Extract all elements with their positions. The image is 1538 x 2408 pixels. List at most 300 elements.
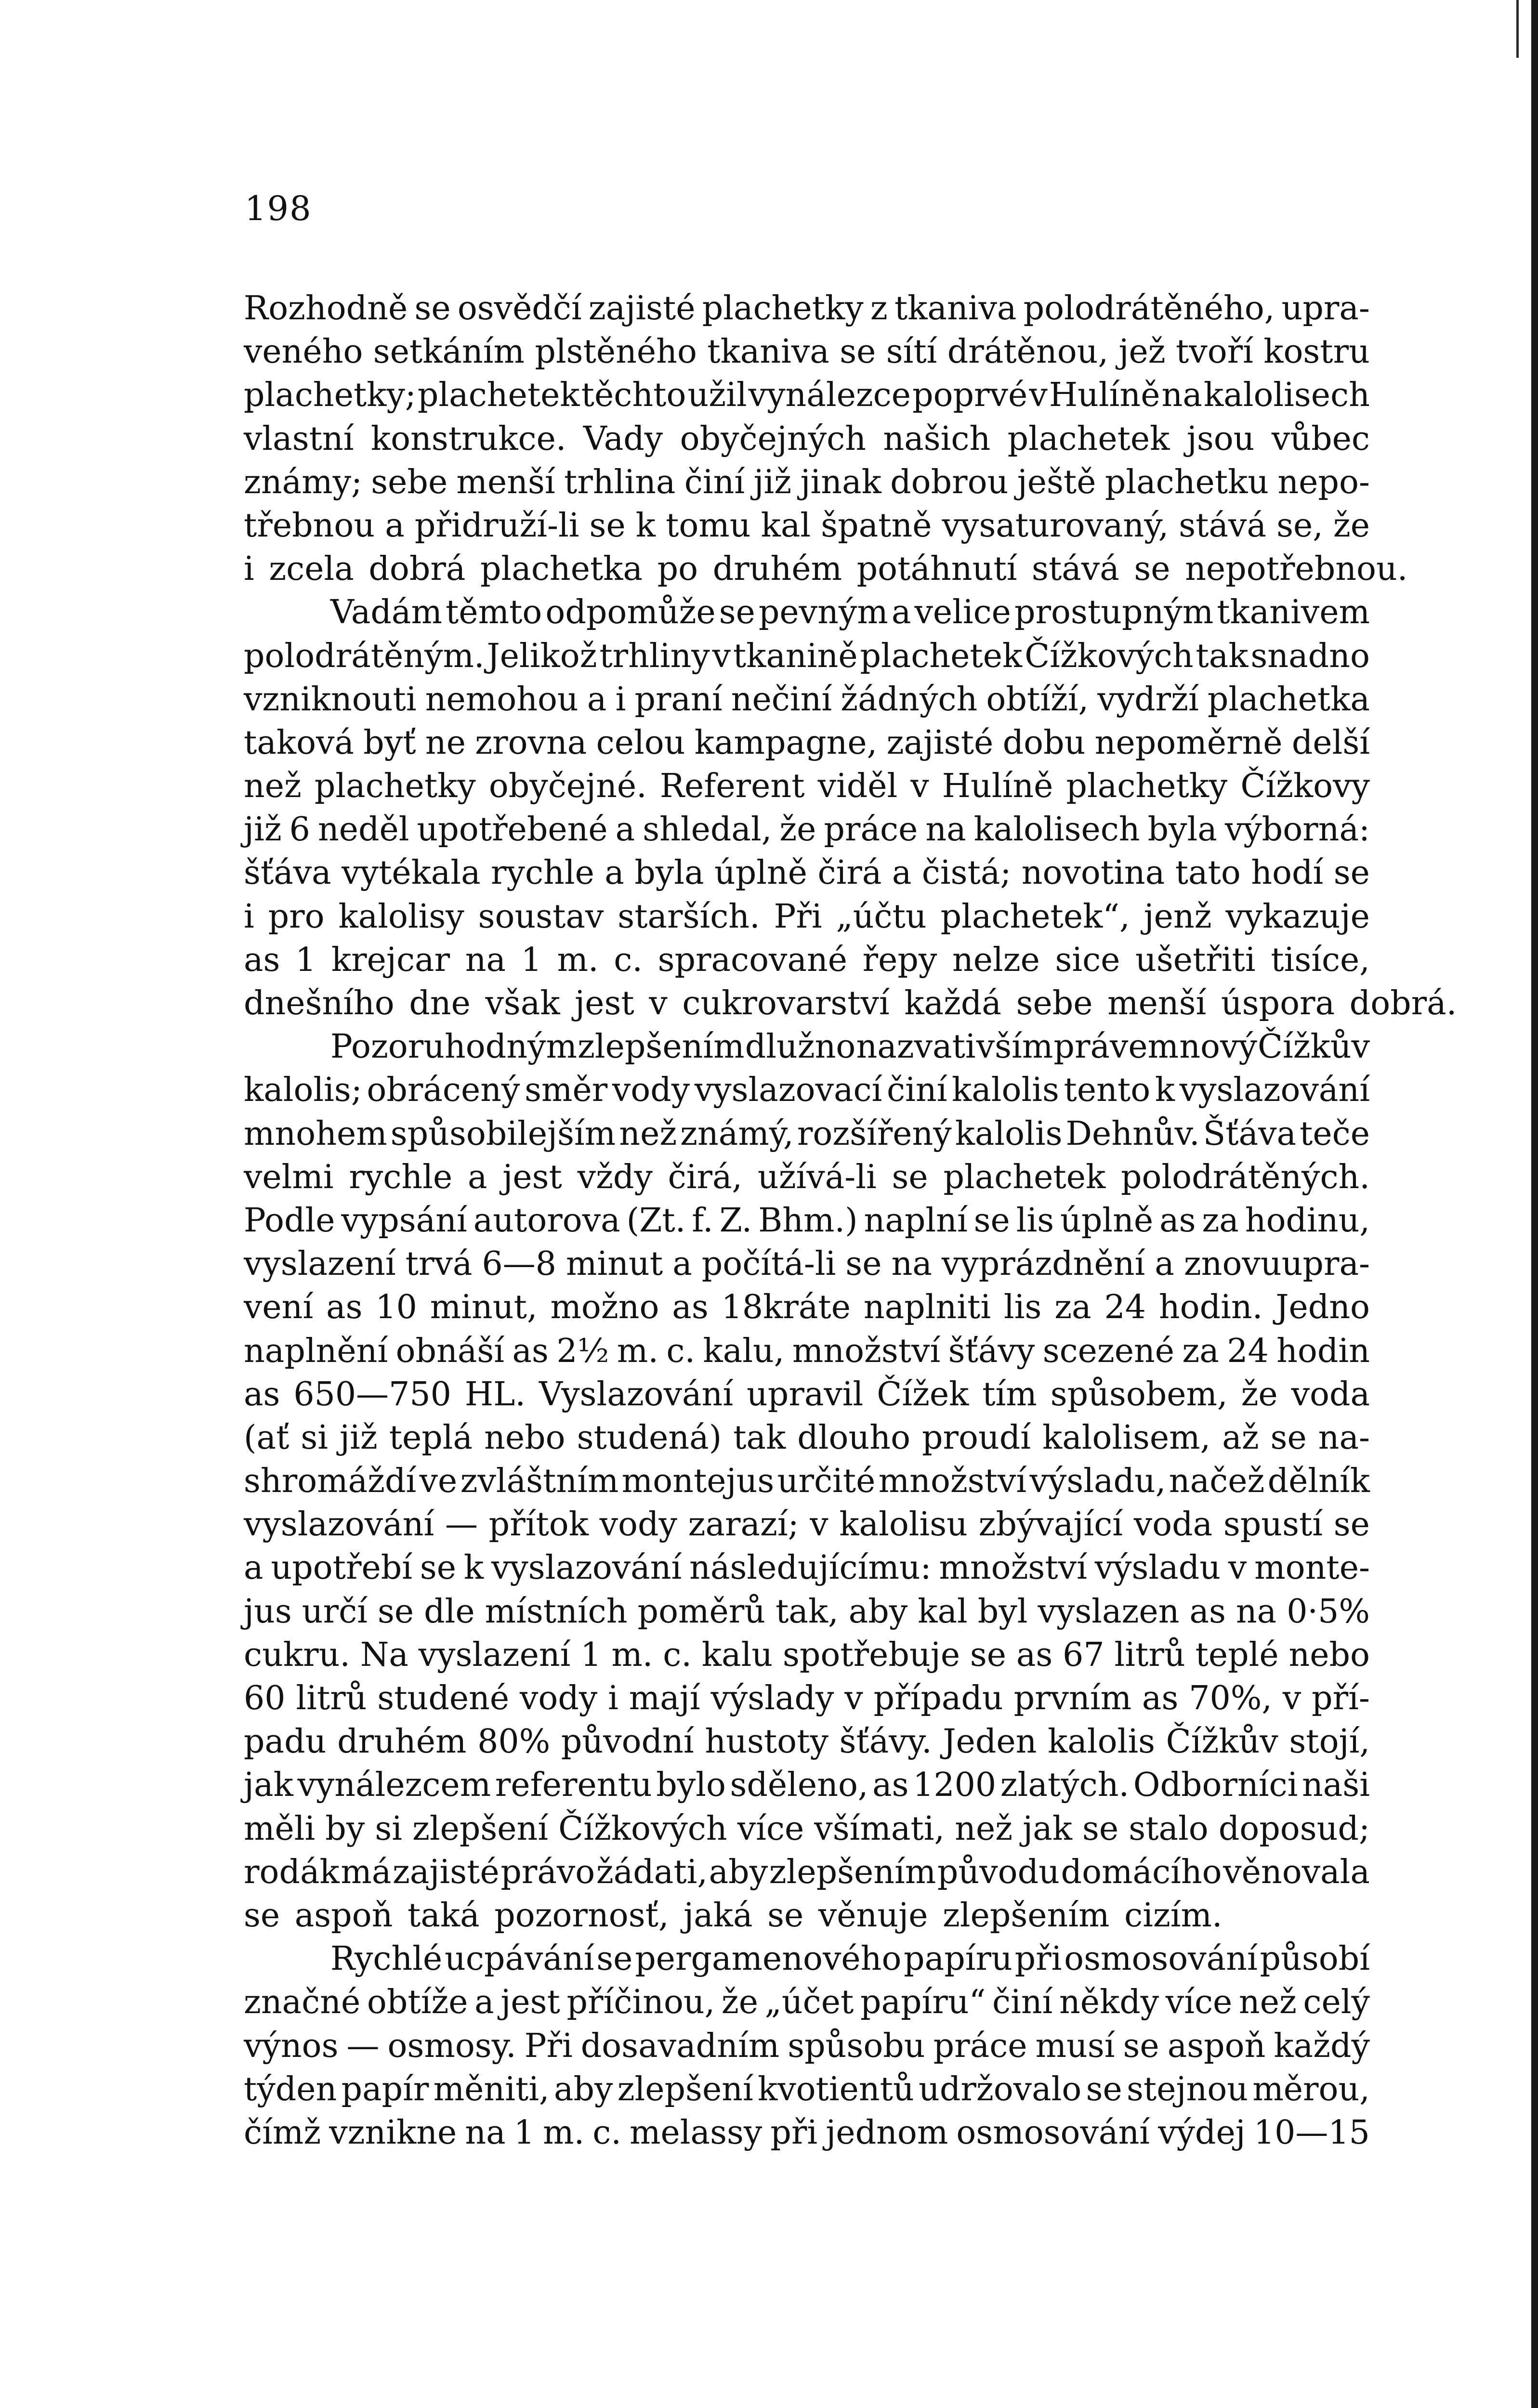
word: se	[596, 1940, 633, 1978]
word: Vadám	[330, 593, 442, 632]
word: užil	[687, 376, 747, 415]
word: ještě	[1017, 463, 1096, 501]
word: Podle	[244, 1201, 335, 1240]
word: na	[1161, 376, 1202, 415]
word: shledal,	[643, 811, 772, 849]
word: jenž	[1144, 897, 1212, 936]
word: vody	[612, 1071, 690, 1110]
word: kal	[918, 1592, 968, 1631]
word: prostupným	[1014, 593, 1214, 632]
word: úspora	[1221, 984, 1335, 1022]
word: spustí	[1223, 1505, 1323, 1544]
word: aby	[848, 1592, 908, 1631]
text-line	[244, 982, 1457, 1025]
word: se	[719, 593, 755, 632]
word: dle	[424, 1592, 475, 1631]
word: k	[1155, 1071, 1175, 1110]
word: přidruží-li	[414, 506, 579, 545]
word: krejcar	[331, 941, 450, 979]
word: lis	[1016, 1201, 1054, 1240]
word: tak	[733, 1418, 786, 1457]
word: jež	[1118, 333, 1166, 371]
word: byla	[1147, 811, 1217, 849]
word: více	[737, 1809, 804, 1848]
word: 1	[580, 1636, 602, 1674]
word: polodrátěného,	[1023, 289, 1275, 327]
word: jest	[575, 984, 634, 1022]
word: shromáždí	[244, 1462, 417, 1501]
word: cizím.	[1124, 1896, 1223, 1935]
word: a	[672, 1245, 692, 1283]
word: se	[589, 506, 626, 545]
word: upotřebené	[417, 811, 608, 849]
word: menší	[1107, 984, 1207, 1022]
word: kostru	[1263, 333, 1370, 371]
word: starších.	[618, 897, 760, 936]
word: c.	[592, 2113, 621, 2152]
word: dosavadním	[580, 2027, 780, 2065]
word: a	[587, 680, 607, 719]
word: spůsobilejším	[390, 1114, 616, 1153]
word: se	[973, 1201, 1010, 1240]
word: se	[377, 1592, 414, 1631]
word: výdej	[1158, 2113, 1246, 2152]
word: třebnou	[244, 506, 375, 545]
word: litrů	[296, 1679, 367, 1717]
word: vším	[976, 1028, 1053, 1066]
word: Rychlé	[330, 1940, 443, 1978]
word: snadno	[1250, 637, 1370, 675]
word: spotřebuje	[782, 1636, 960, 1674]
word: zlepšení	[412, 1809, 549, 1848]
word: se	[420, 1549, 457, 1587]
word: as	[1142, 1679, 1179, 1717]
word: vzniknouti	[244, 680, 417, 719]
word: a	[385, 506, 405, 545]
word: viděl	[817, 767, 898, 806]
word: rozšířený	[797, 1114, 952, 1153]
word: i	[608, 1679, 618, 1717]
text-line	[244, 330, 1370, 374]
word: studená)	[577, 1418, 722, 1457]
word: jak	[244, 1766, 293, 1805]
word: referentu	[495, 1766, 652, 1805]
word: na	[1236, 1592, 1277, 1631]
word: čistá;	[921, 854, 1012, 892]
word: Dehnův.	[1065, 1114, 1200, 1153]
word: tak,	[776, 1592, 839, 1631]
word: celou	[596, 723, 685, 762]
word: naplniti	[863, 1288, 991, 1327]
word: as	[244, 1375, 280, 1413]
text-line	[244, 591, 1370, 634]
word: f.	[692, 1201, 713, 1240]
word: užívá-li	[757, 1158, 877, 1196]
word: ucpávání	[445, 1940, 594, 1978]
word: 24	[1104, 1288, 1146, 1327]
word: jsou	[1186, 419, 1255, 458]
word: věnuje	[818, 1896, 928, 1935]
word: zrovna	[475, 723, 587, 762]
word: měrou,	[1252, 2070, 1370, 2108]
word: tato	[1175, 854, 1241, 892]
word: velice	[914, 593, 1011, 632]
word: „účet	[764, 1983, 854, 2022]
word: c.	[666, 1332, 696, 1370]
word: Při	[524, 2027, 573, 2065]
word: se	[1082, 1809, 1119, 1848]
word: 6—8	[482, 1245, 556, 1283]
word: že	[1241, 1375, 1278, 1413]
word: zcela	[269, 550, 354, 589]
word: množství	[878, 1462, 1027, 1501]
word: Jeden	[943, 1723, 1037, 1761]
word: než	[244, 767, 302, 806]
word: ne	[425, 723, 466, 762]
word: tvoří	[1175, 333, 1253, 371]
word: 10—15	[1253, 2113, 1370, 2152]
word: se	[845, 1245, 882, 1283]
word: minut,	[430, 1288, 538, 1327]
word: spůsobem,	[1050, 1375, 1228, 1413]
word: hodí	[1251, 854, 1324, 892]
word: upotřebí	[271, 1549, 413, 1587]
word: práce	[824, 811, 918, 849]
word: bylo	[656, 1766, 726, 1805]
word: vynálezce	[748, 376, 911, 415]
word: na	[465, 941, 506, 979]
word: každý	[1274, 2027, 1370, 2065]
word: aspoň	[1167, 2027, 1266, 2065]
word: rychle	[491, 854, 594, 892]
word: na	[465, 2113, 506, 2152]
text-line	[244, 765, 1370, 808]
word: osmosování	[1064, 1940, 1258, 1978]
word: stojí,	[1289, 1723, 1370, 1761]
word: původu	[937, 1853, 1060, 1891]
word: byl	[977, 1592, 1028, 1631]
word: kalolisy	[338, 897, 464, 936]
scan-edge-mark	[1516, 0, 1519, 58]
word: trhliny	[599, 637, 710, 675]
word: vody	[599, 1505, 677, 1544]
word: měniti,	[433, 2070, 550, 2108]
text-line	[244, 1243, 1370, 1286]
text-line	[244, 1069, 1370, 1112]
word: výslady	[710, 1679, 834, 1717]
word: veného	[244, 333, 363, 371]
word: dobu	[1002, 723, 1086, 762]
word: vyslazení	[244, 1245, 396, 1283]
word: až	[1222, 1418, 1259, 1457]
word: kampagne,	[694, 723, 878, 762]
word: spůsobu	[788, 2027, 925, 2065]
word: Vady	[583, 419, 663, 458]
text-line	[244, 1025, 1370, 1069]
word: právem	[1053, 1028, 1179, 1066]
text-line	[244, 1720, 1370, 1764]
word: i	[244, 897, 254, 936]
word: 60	[244, 1679, 286, 1717]
word: kalolisech	[973, 811, 1140, 849]
word: jus	[244, 1592, 292, 1631]
word: vyslazení	[418, 1636, 571, 1674]
text-line	[244, 418, 1370, 461]
word: jaká	[684, 1896, 753, 1935]
word: plachetka	[480, 550, 643, 589]
word: kalolisech	[1203, 376, 1370, 415]
word: Čížkův	[1257, 1028, 1370, 1066]
word: vyprázdnění	[941, 1245, 1145, 1283]
word: mnohem	[244, 1114, 387, 1153]
word: a	[892, 854, 912, 892]
word: osmosování	[956, 2113, 1150, 2152]
word: jest	[500, 1983, 560, 2022]
word: teplá	[389, 1418, 473, 1457]
text-line	[244, 1937, 1370, 1981]
word: sice	[1055, 941, 1120, 979]
word: 650—750	[293, 1375, 451, 1413]
text-line	[244, 2025, 1370, 2068]
word: vytékala	[342, 854, 481, 892]
word: kvotientů	[758, 2070, 914, 2108]
word: a	[1155, 1245, 1174, 1283]
text-line	[244, 1764, 1370, 1807]
word: se	[1270, 1418, 1307, 1457]
word: čirá	[817, 854, 882, 892]
word: stalo	[1129, 1809, 1209, 1848]
word: znovuupra-	[1183, 1245, 1370, 1283]
word: nečiní	[731, 680, 832, 719]
word: domácího	[1061, 1853, 1222, 1891]
word: již	[753, 463, 792, 501]
word: spracované	[657, 941, 848, 979]
word: dnešního	[244, 984, 394, 1022]
word: že	[721, 1983, 758, 2022]
word: nelze	[952, 941, 1040, 979]
text-line	[244, 1156, 1370, 1199]
word: kalu,	[703, 1332, 785, 1370]
word: obtíží,	[986, 680, 1089, 719]
word: plachetka	[1207, 680, 1370, 719]
text-line	[244, 1373, 1370, 1416]
word: dobrou	[890, 463, 1009, 501]
word: odpomůže	[545, 593, 716, 632]
word: tkaniva	[894, 289, 1017, 327]
word: konstrukce.	[370, 419, 566, 458]
word: doposud;	[1218, 1809, 1370, 1848]
word: na-	[1318, 1418, 1370, 1457]
word: místních	[485, 1592, 628, 1631]
word: činí	[992, 1983, 1053, 2022]
word: plachetky	[702, 289, 864, 327]
word: rodák	[244, 1853, 340, 1891]
word: 0·5%	[1287, 1592, 1370, 1631]
word: Na	[360, 1636, 408, 1674]
word: as	[1159, 1201, 1196, 1240]
word: tisíce,	[1271, 941, 1370, 979]
word: prvním	[1013, 1679, 1132, 1717]
word: dělník	[1267, 1462, 1370, 1501]
word: taká	[408, 1896, 480, 1935]
text-line	[244, 1634, 1370, 1677]
word: novotina	[1021, 854, 1165, 892]
word: kalolis	[952, 1071, 1059, 1110]
word: pevným	[758, 593, 888, 632]
word: šťávy.	[839, 1723, 932, 1761]
word: následujícímu:	[689, 1549, 932, 1587]
word: při	[770, 2113, 818, 2152]
word: šťávy	[948, 1332, 1035, 1370]
word: se	[970, 1636, 1007, 1674]
word: Rozhodně	[244, 289, 408, 327]
word: poprvé	[912, 376, 1028, 415]
word: jinak	[800, 463, 881, 501]
word: nepoměrně	[1094, 723, 1283, 762]
word: zarazí;	[688, 1505, 799, 1544]
word: „účtu	[836, 897, 927, 936]
word: osvědčí	[457, 289, 582, 327]
word: pří-	[1312, 1679, 1370, 1717]
word: v	[910, 767, 929, 806]
word: voda	[1133, 1505, 1213, 1544]
word: zajisté	[393, 1853, 500, 1891]
word: lis	[1003, 1288, 1042, 1327]
word: 1	[513, 2113, 535, 2152]
word: vysaturovaný,	[942, 506, 1169, 545]
word: značné	[244, 1983, 361, 2022]
word: v	[1029, 376, 1048, 415]
word: osmosy.	[387, 2027, 516, 2065]
text-line	[244, 1112, 1370, 1156]
word: se	[840, 333, 876, 371]
word: aby	[553, 2070, 613, 2108]
word: m.	[557, 941, 599, 979]
word: stává	[1179, 506, 1266, 545]
word: kalolis	[1048, 1723, 1155, 1761]
word: nazvati	[856, 1028, 976, 1066]
word: nový	[1179, 1028, 1257, 1066]
word: potáhnutí	[856, 550, 1017, 589]
text-line	[244, 2111, 1370, 2155]
text-line	[244, 851, 1370, 895]
word: cukru.	[244, 1636, 350, 1674]
word: delší	[1291, 723, 1370, 762]
word: vznikne	[329, 2113, 457, 2152]
word: více	[1165, 1983, 1233, 2022]
word: známy;	[244, 463, 362, 501]
word: než	[619, 1114, 677, 1153]
word: v	[649, 984, 668, 1022]
word: hodin.	[1158, 1288, 1263, 1327]
word: k	[463, 1549, 484, 1587]
word: určí	[302, 1592, 368, 1631]
word: as	[326, 1288, 363, 1327]
word: nebo	[484, 1418, 565, 1457]
word: vůbec	[1271, 419, 1370, 458]
word: vynálezcem	[297, 1766, 491, 1805]
word: na	[891, 1245, 932, 1283]
word: druhém	[712, 550, 842, 589]
word: práce	[933, 2027, 1027, 2065]
word: vyslazovací	[694, 1071, 882, 1110]
word: však	[485, 984, 560, 1022]
word: již	[340, 1418, 378, 1457]
word: teče	[1300, 1114, 1370, 1153]
word: vení	[244, 1288, 314, 1327]
word: as	[1016, 1636, 1053, 1674]
text-line	[244, 895, 1370, 939]
word: Hulíně	[1049, 376, 1160, 415]
page-number: 198	[245, 189, 312, 228]
word: plachetku	[1104, 463, 1269, 501]
word: obrácený	[367, 1071, 520, 1110]
word: se	[1134, 550, 1170, 589]
word: v	[810, 1505, 828, 1544]
word: činí	[887, 1071, 947, 1110]
word: 80%	[477, 1723, 551, 1761]
word: případu	[873, 1679, 1003, 1717]
body-text	[244, 287, 1457, 2155]
word: směr	[525, 1071, 608, 1110]
word: žádných	[841, 680, 978, 719]
word: pro	[268, 897, 325, 936]
word: m.	[617, 1332, 658, 1370]
word: úplně	[1060, 1201, 1154, 1240]
word: as	[672, 1288, 709, 1327]
word: naši	[1301, 1766, 1370, 1805]
word: by	[325, 1809, 365, 1848]
scan-edge	[1531, 0, 1538, 2408]
word: plachetek“,	[940, 897, 1130, 936]
word: byla	[634, 854, 704, 892]
word: menší	[456, 463, 555, 501]
word: šťáva	[244, 854, 331, 892]
text-line	[244, 1894, 1370, 1937]
word: zajisté	[588, 289, 696, 327]
word: k	[635, 506, 656, 545]
word: tkanivem	[1217, 593, 1370, 632]
word: i	[615, 680, 626, 719]
text-line	[244, 1503, 1370, 1546]
word: vydrží	[1097, 680, 1199, 719]
word: —	[346, 2027, 380, 2065]
word: Čížkových	[1025, 637, 1194, 675]
word: se,	[1276, 506, 1323, 545]
text-line	[244, 504, 1370, 548]
word: papír	[341, 2070, 429, 2108]
word: Bhm.)	[758, 1201, 858, 1240]
word: trvá	[405, 1245, 473, 1283]
word: výborná:	[1224, 811, 1370, 849]
word: tím	[982, 1375, 1037, 1413]
word: mají	[629, 1679, 700, 1717]
word: autorova	[473, 1201, 620, 1240]
word: —	[445, 1505, 478, 1544]
word: kal	[761, 506, 811, 545]
word: litrů	[1114, 1636, 1185, 1674]
word: působí	[1260, 1940, 1370, 1978]
word: 1	[521, 941, 542, 979]
word: obtíže	[367, 1983, 468, 2022]
word: melassy	[630, 2113, 762, 2152]
word: se	[1333, 854, 1370, 892]
word: než	[955, 1809, 1013, 1848]
word: Z.	[719, 1201, 752, 1240]
text-line	[244, 1546, 1370, 1590]
word: byť	[363, 723, 416, 762]
word: čímž	[244, 2113, 321, 2152]
